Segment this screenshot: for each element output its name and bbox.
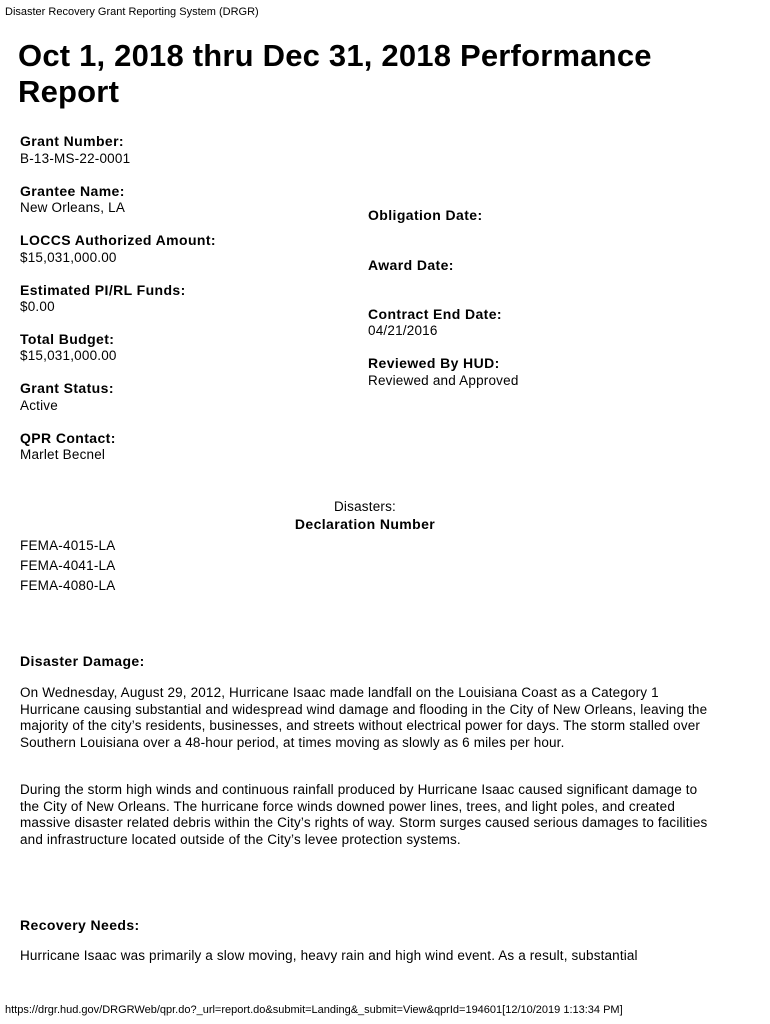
reviewed-by-hud-value: Reviewed and Approved [368,373,519,388]
qpr-contact-label: QPR Contact: [20,430,116,446]
loccs-amount-value: $15,031,000.00 [20,250,117,265]
declaration-number-header: Declaration Number [294,516,436,532]
estimated-pi-value: $0.00 [20,299,55,314]
total-budget-value: $15,031,000.00 [20,348,117,363]
declaration-item: FEMA-4015-LA [20,538,116,553]
declaration-item: FEMA-4041-LA [20,558,116,573]
disaster-damage-paragraph: During the storm high winds and continuous rainfall produced by Hurricane Isaac caused significant damage to the City of New Orleans. The hurricane force winds downed power lines, trees, and light poles, and created massive disaster related debris within the City’s rights of way. Storm surges caused serious damages to facilities and infrastructure located outside of the City’s levee protection systems. [20,782,708,847]
grant-number-label: Grant Number: [20,133,124,149]
system-title: Disaster Recovery Grant Reporting System (DRGR) [5,6,259,18]
loccs-amount-label: LOCCS Authorized Amount: [20,232,216,248]
recovery-needs-paragraph: Hurricane Isaac was primarily a slow moving, heavy rain and high wind event. As a result, substantial [20,948,638,963]
recovery-needs-heading: Recovery Needs: [20,917,140,933]
total-budget-label: Total Budget: [20,331,115,347]
grant-number-value: B-13-MS-22-0001 [20,151,131,166]
disasters-caption: Disasters: [333,499,396,514]
disaster-damage-heading: Disaster Damage: [20,653,145,669]
contract-end-date-label: Contract End Date: [368,306,502,322]
award-date-label: Award Date: [368,257,454,273]
reviewed-by-hud-label: Reviewed By HUD: [368,355,500,371]
grant-status-value: Active [20,398,58,413]
estimated-pi-label: Estimated PI/RL Funds: [20,282,186,298]
obligation-date-label: Obligation Date: [368,207,483,223]
disaster-damage-paragraph: On Wednesday, August 29, 2012, Hurricane Isaac made landfall on the Louisiana Coast as a Category 1 Hurricane causing substantial and widespread wind damage and flooding in the City of New Orleans, leaving the majority of the city’s residents, businesses, and streets without electrical power for days. The storm stalled over Southern Louisiana over a 48-hour period, at times moving as slowly as 6 miles per hour. [20,685,708,750]
grant-status-label: Grant Status: [20,380,114,396]
grantee-name-label: Grantee Name: [20,183,125,199]
qpr-contact-value: Marlet Becnel [20,447,106,462]
contract-end-date-value: 04/21/2016 [368,323,438,338]
page-url-footer: https://drgr.hud.gov/DRGRWeb/qpr.do?_url=report.do&submit=Landing&_submit=View&qprId=194601[12/10/2019 1:13:34 PM] [5,1004,623,1016]
declaration-item: FEMA-4080-LA [20,578,116,593]
grantee-name-value: New Orleans, LA [20,200,126,215]
page-title: Oct 1, 2018 thru Dec 31, 2018 Performance Report [18,38,652,109]
